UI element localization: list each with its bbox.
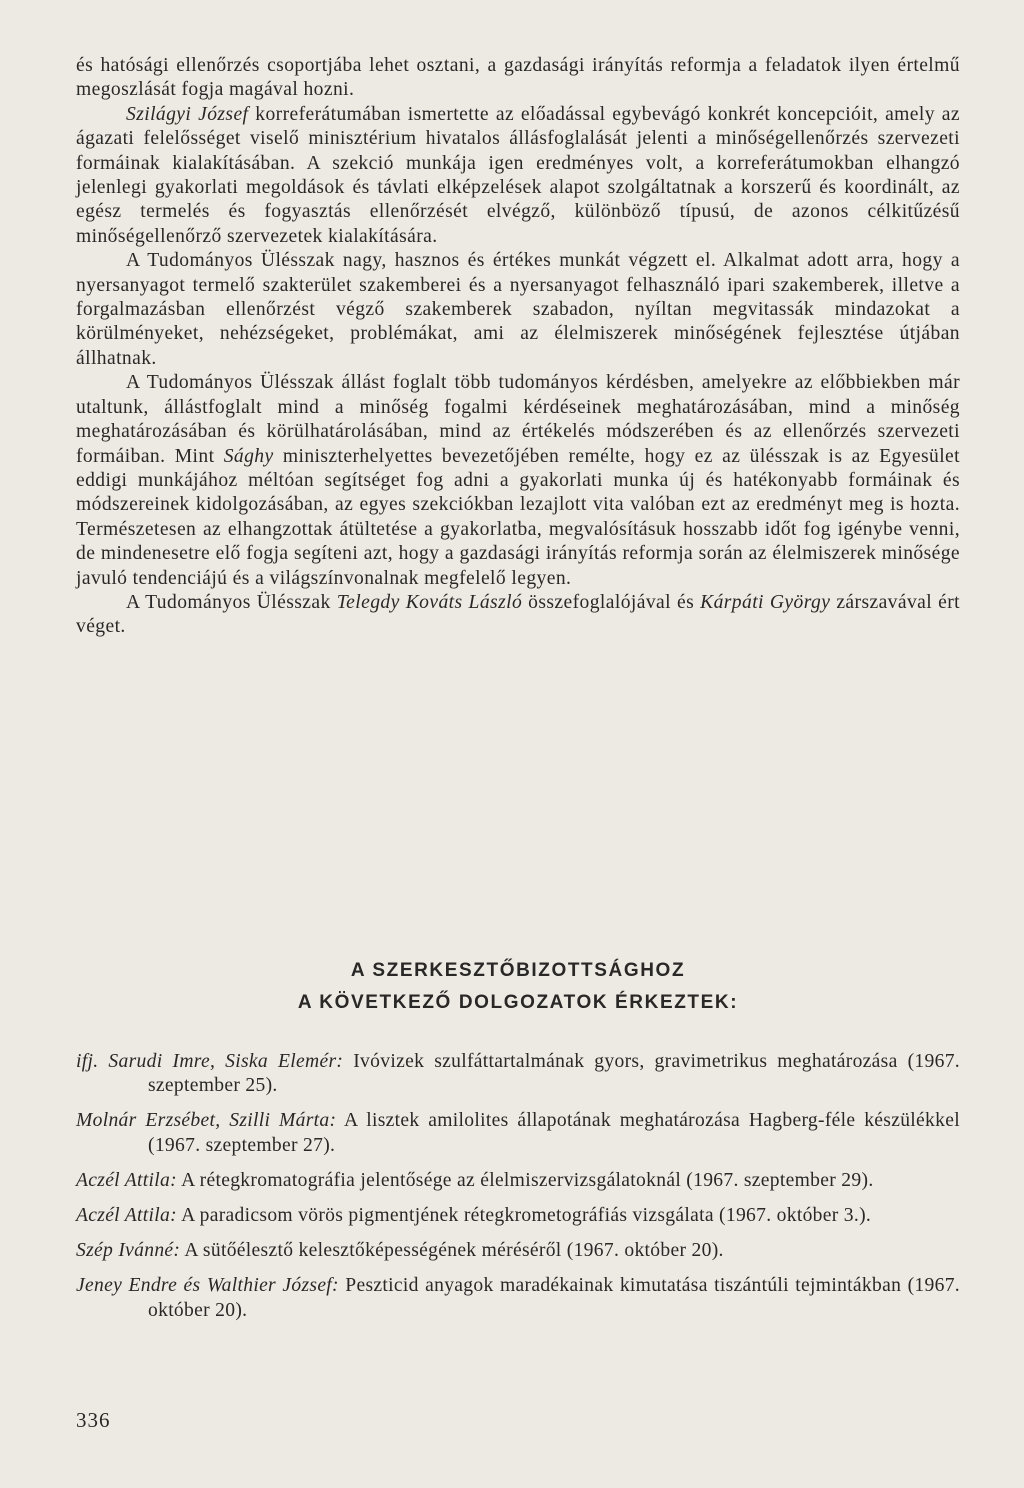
list-item-authors: Szép Ivánné: bbox=[76, 1240, 181, 1262]
list-item-title: A lisztek amilolites állapotának meghatározása Hagberg-féle készülékkel (1967. szeptember 27). bbox=[148, 1110, 960, 1156]
paragraph-4: A Tudományos Ülésszak állást foglalt több tudományos kérdésben, amelyekre az előbbiekben már utaltunk, állástfoglalt mind a minőség fogalmi kérdéseinek meghatározásában, mind a minőség meghatározásában és körülhatárolásában, mind az értékelés módszerében és az ellenőrzés szervezeti formáiban. Mint Sághy miniszterhelyettes bevezetőjében remélte, hogy ez az ülésszak is az Egyesület eddigi munkájához méltóan segítséget fog adni a gyakorlati munka új és hatékonyabb formáinak és módszereinek kidolgozásában, az egyes szekciókban lezajlott vita valóban ezt az eredményt meg is hozta. Természetesen az elhangzottak átültetése a gyakorlatba, megvalósításuk hosszabb időt fog igénybe venni, de mindenesetre elő fogja segíteni azt, hogy a gazdasági irányítás reformja során az élelmiszerek minősége javuló tendenciájú és a világszínvonalnak megfelelő legyen. bbox=[76, 372, 960, 589]
list-item-authors: ifj. Sarudi Imre, Siska Elemér: bbox=[76, 1051, 344, 1072]
list-item-title: Peszticid anyagok maradékainak kimutatása tiszántúli tejmintákban (1967. október 20). bbox=[148, 1275, 960, 1321]
list-item-title: Ivóvizek szulfáttartalmának gyors, gravimetrikus meghatározása (1967. szeptember 25). bbox=[148, 1051, 960, 1097]
list-item bbox=[76, 1169, 960, 1193]
list-item-authors: Aczél Attila: bbox=[76, 1205, 177, 1227]
list-item-title: A paradicsom vörös pigmentjének rétegkrometográfiás vizsgálata (1967. október 3.). bbox=[176, 1205, 872, 1227]
submitted-papers-list bbox=[76, 1050, 960, 1334]
list-item-title: A rétegkromatográfia jelentősége az élelmiszervizsgálatoknál (1967. szeptember 29). bbox=[176, 1169, 874, 1191]
section-heading-line-1: A SZERKESZTŐBIZOTTSÁGHOZ bbox=[350, 960, 686, 981]
list-item bbox=[76, 1109, 960, 1157]
list-item-title: A sütőélesztő kelesztőképességének méréséről (1967. október 20). bbox=[180, 1240, 724, 1262]
list-item-authors: Molnár Erzsébet, Szilli Márta: bbox=[76, 1110, 337, 1132]
list-item bbox=[76, 1274, 960, 1322]
list-item bbox=[76, 1204, 960, 1228]
list-item bbox=[76, 1239, 960, 1263]
list-item-authors: Jeney Endre és Walthier József: bbox=[76, 1275, 339, 1297]
paragraph-1: és hatósági ellenőrzés csoportjába lehet osztani, a gazdasági irányítás reformja a feladatok ilyen értelmű megoszlását fogja magával hozni. bbox=[76, 55, 960, 101]
page-number: 336 bbox=[76, 1408, 111, 1432]
section-heading-line-2: A KÖVETKEZŐ DOLGOZATOK ÉRKEZTEK: bbox=[297, 992, 739, 1013]
paragraph-2: Szilágyi József korreferátumában ismertette az előadással egybevágó konkrét koncepcióit, amely az ágazati felelősséget viselő minisztérium hivatalos állásfoglalását jelenti a minőségellenőrzés szervezeti formáinak kialakításában. A szekció munkája igen eredményes volt, a korreferátumokban elhangzó jelenlegi gyakorlati megoldások és távlati elképzelések alapot szolgáltatnak a korszerű és koordinált, az egész termelés és fogyasztás ellenőrzését elvégző, különböző típusú, de azonos célkitűzésű minőségellenőrző szervezetek kialakítására. bbox=[76, 103, 960, 247]
list-item-authors: Aczél Attila: bbox=[76, 1169, 177, 1191]
paragraph-5: A Tudományos Ülésszak Telegdy Kováts László összefoglalójával és Kárpáti György zárszavával ért véget. bbox=[76, 591, 960, 638]
paragraph-3: A Tudományos Ülésszak nagy, hasznos és értékes munkát végzett el. Alkalmat adott arra, hogy a nyersanyagot termelő szakterület szakemberei és a nyersanyagot felhasználó ipari szakemberek, illetve a forgalmazásban ellenőrzést végző szakemberek szabadon, nyíltan megvitassák mindazokat a körülményeket, nehézségeket, problémákat, ami az élelmiszerek minőségének fejlesztése útjában állhatnak. bbox=[76, 250, 960, 369]
body-text bbox=[76, 54, 960, 640]
author-name: Kárpáti György bbox=[700, 591, 831, 613]
list-item bbox=[76, 1050, 960, 1098]
author-name: Szilágyi József bbox=[126, 103, 249, 125]
author-name: Telegdy Kováts László bbox=[336, 591, 523, 613]
author-name: Sághy bbox=[223, 445, 274, 467]
